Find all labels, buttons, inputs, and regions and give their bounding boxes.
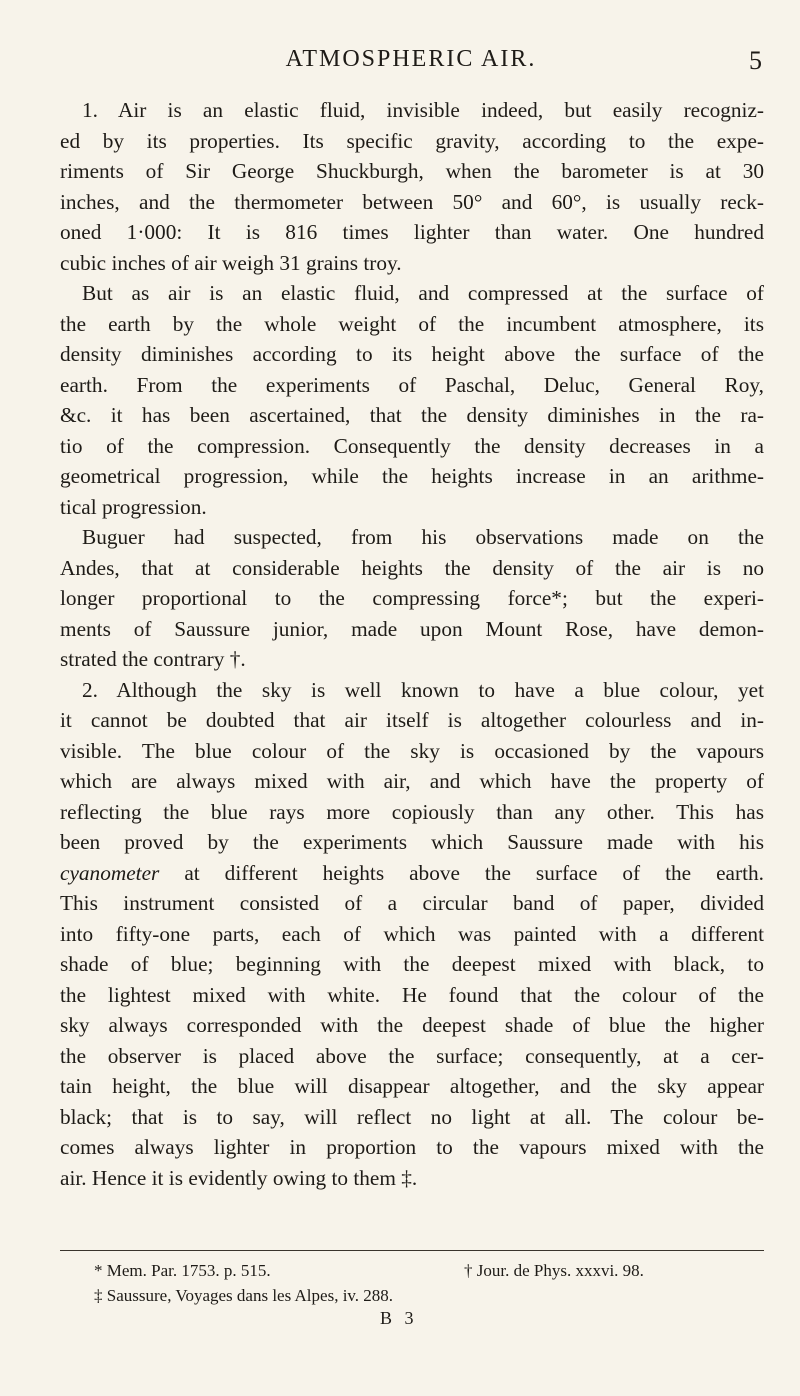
- page-number: 5: [749, 46, 762, 75]
- text-line: it cannot be doubted that air itself is altogether colourless and in-: [60, 708, 764, 732]
- text-line: 2. Although the sky is well known to have a blue colour, yet: [82, 677, 764, 702]
- footnote-star: * Mem. Par. 1753. p. 515.: [94, 1261, 271, 1280]
- footnote-dagger: † Jour. de Phys. xxxvi. 98.: [464, 1261, 644, 1280]
- footnote-row: [60, 1258, 764, 1283]
- text-line: ed by its properties. Its specific gravity, according to the expe-: [60, 128, 764, 153]
- text-line: ments of Saussure junior, made upon Mount Rose, have demon-: [60, 616, 764, 641]
- text-line: density diminishes according to its height above the surface of the: [60, 342, 764, 366]
- text-line: tain height, the blue will disappear altogether, and the sky appear: [60, 1074, 764, 1098]
- text-line: This instrument consisted of a circular band of paper, divided: [60, 891, 764, 915]
- text-line: shade of blue; beginning with the deepest mixed with black, to: [60, 952, 764, 976]
- text-line: into fifty-one parts, each of which was painted with a different: [60, 921, 764, 946]
- text-line-with-term: [60, 858, 764, 889]
- text-line: been proved by the experiments which Saussure made with his: [60, 830, 764, 854]
- text-line: earth. From the experiments of Paschal, Deluc, General Roy,: [60, 372, 764, 397]
- text-line: black; that is to say, will reflect no light at all. The colour be-: [60, 1104, 764, 1129]
- text-line: the earth by the whole weight of the incumbent atmosphere, its: [60, 311, 764, 336]
- page-header: [60, 46, 762, 86]
- text-line: which are always mixed with air, and which have the property of: [60, 769, 764, 793]
- body-text: [60, 95, 764, 1193]
- text-line: longer proportional to the compressing force*; but the experi-: [60, 586, 764, 610]
- text-line: the lightest mixed with white. He found that the colour of the: [60, 982, 764, 1007]
- running-head: ATMOSPHERIC AIR.: [285, 46, 537, 72]
- text-line: But as air is an elastic fluid, and compressed at the surface of: [82, 281, 764, 305]
- italic-term: cyanometer: [60, 860, 160, 885]
- footnote-double-dagger: ‡ Saussure, Voyages dans les Alpes, iv. 288.: [94, 1286, 394, 1305]
- text-line: visible. The blue colour of the sky is occasioned by the vapours: [60, 738, 764, 763]
- text-line: cubic inches of air weigh 31 grains troy.: [60, 250, 402, 275]
- text-line: tical progression.: [60, 494, 207, 519]
- footnote-rule: [60, 1250, 764, 1251]
- footnotes: [60, 1258, 764, 1308]
- text-line: reflecting the blue rays more copiously than any other. This has: [60, 799, 764, 824]
- text-line: geometrical progression, while the heights increase in an arithme-: [60, 464, 764, 488]
- text-line: oned 1·000: It is 816 times lighter than water. One hundred: [60, 220, 764, 244]
- text-line: Andes, that at considerable heights the density of the air is no: [60, 555, 764, 580]
- text-line: comes always lighter in proportion to the vapours mixed with the: [60, 1135, 764, 1159]
- text-line: the observer is placed above the surface; consequently, at a cer-: [60, 1043, 764, 1068]
- text-line: riments of Sir George Shuckburgh, when the barometer is at 30: [60, 159, 764, 183]
- text-line: sky always corresponded with the deepest shade of blue the higher: [60, 1013, 764, 1037]
- text-line: tio of the compression. Consequently the density decreases in a: [60, 433, 764, 458]
- text-line: strated the contrary †.: [60, 647, 246, 671]
- text-line: Buguer had suspected, from his observations made on the: [82, 525, 764, 549]
- signature-mark: B 3: [380, 1308, 418, 1328]
- text-line: inches, and the thermometer between 50° and 60°, is usually reck-: [60, 189, 764, 214]
- text-line-rest: at different heights above the surface of the earth.: [184, 860, 764, 885]
- text-line: air. Hence it is evidently owing to them ‡.: [60, 1165, 418, 1190]
- text-line: 1. Air is an elastic fluid, invisible indeed, but easily recogniz-: [82, 98, 764, 122]
- text-line: &c. it has been ascertained, that the density diminishes in the ra-: [60, 403, 764, 427]
